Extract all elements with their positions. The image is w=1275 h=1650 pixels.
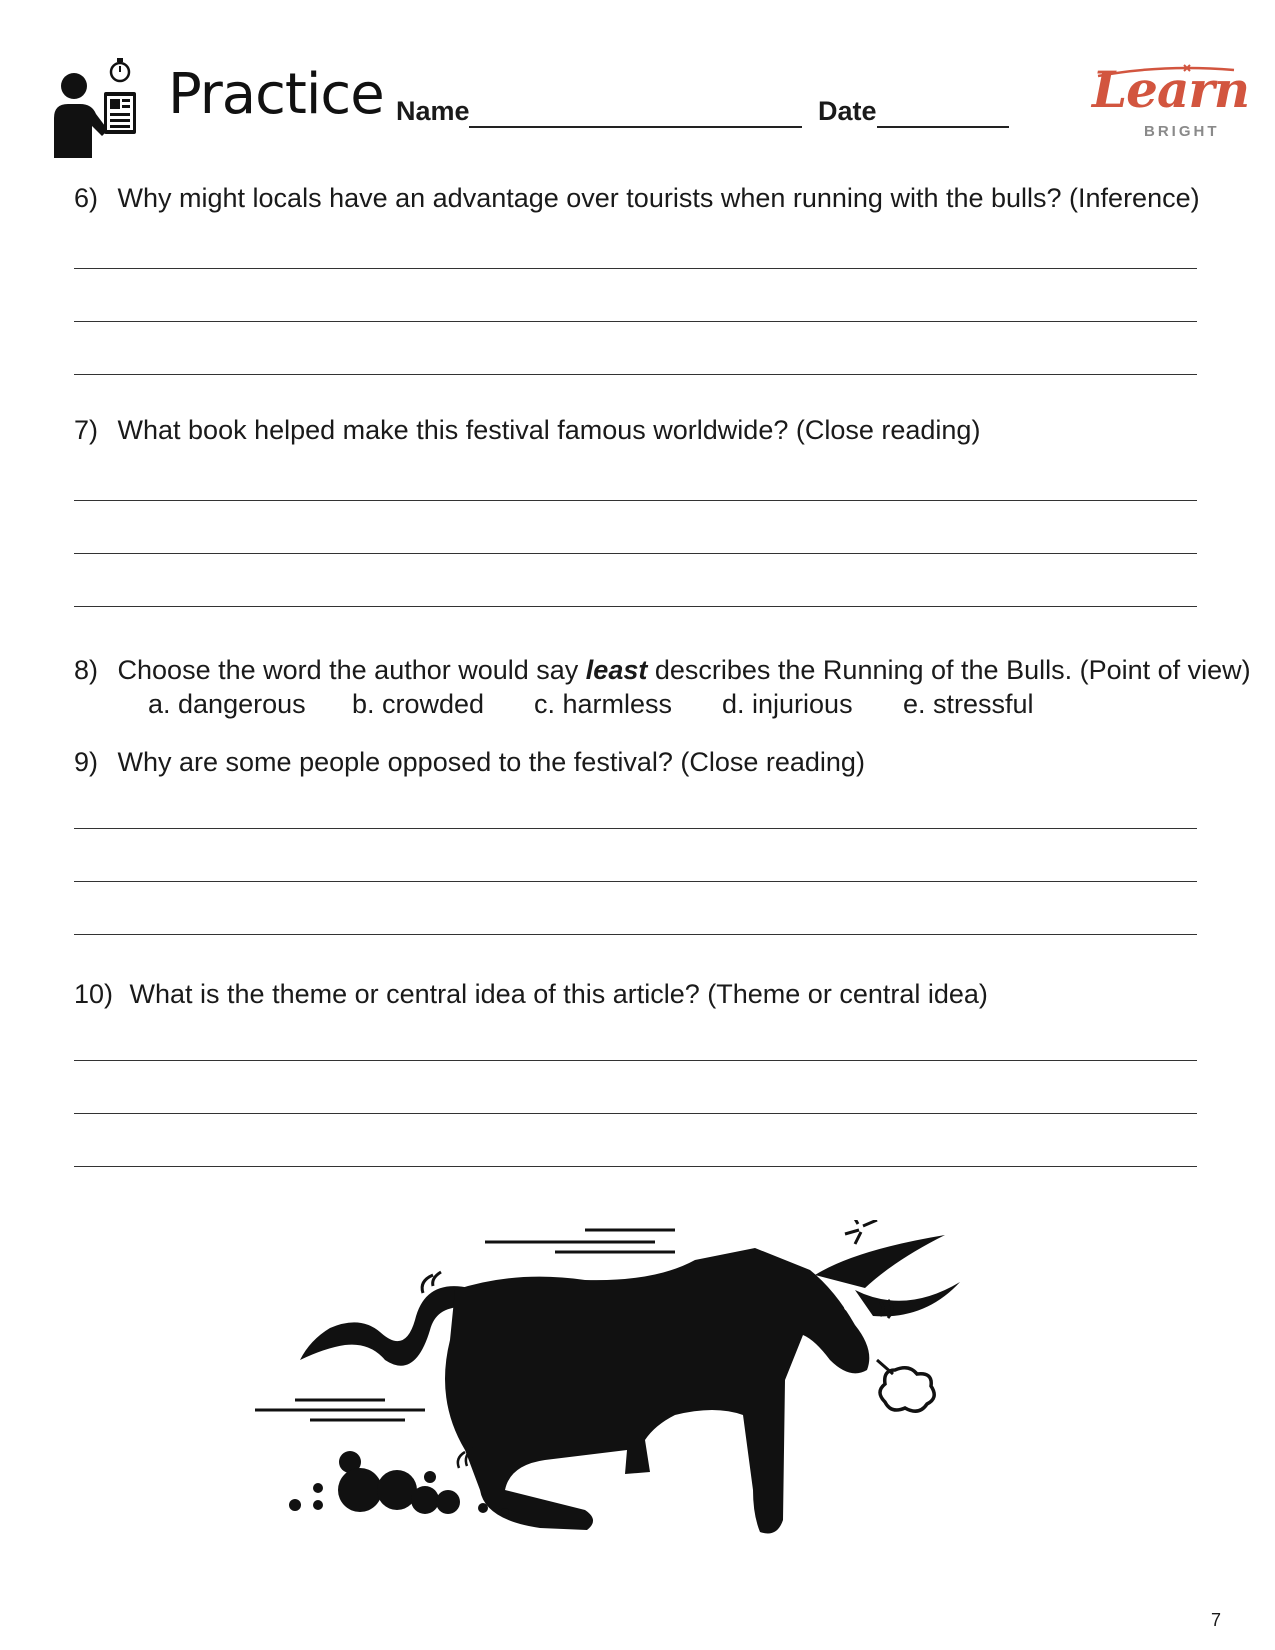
answer-line[interactable] (74, 1166, 1197, 1167)
page-title: Practice (168, 62, 384, 127)
teacher-clipboard-icon (52, 52, 142, 158)
question-6 (74, 182, 1200, 214)
question-text: Why are some people opposed to the festival? (Close reading) (117, 747, 865, 777)
answer-line[interactable] (74, 934, 1197, 935)
answer-line[interactable] (74, 606, 1197, 607)
answer-line[interactable] (74, 1060, 1197, 1061)
name-field[interactable] (469, 126, 802, 128)
question-emphasis: least (585, 655, 648, 685)
question-10 (74, 978, 988, 1010)
answer-line[interactable] (74, 1113, 1197, 1114)
date-label: Date (818, 96, 877, 126)
name-label: Name (396, 96, 470, 126)
question-number: 6) (74, 183, 99, 213)
answer-line[interactable] (74, 321, 1197, 322)
answer-line[interactable] (74, 828, 1197, 829)
question-7 (74, 414, 980, 446)
answer-line[interactable] (74, 500, 1197, 501)
page-number: 7 (1211, 1610, 1222, 1630)
question-number: 10) (74, 979, 114, 1009)
logo-word: Learn (1092, 60, 1250, 119)
learn-bright-logo (1088, 60, 1250, 144)
question-text: What book helped make this festival famous worldwide? (Close reading) (117, 415, 981, 445)
answer-line[interactable] (74, 374, 1197, 375)
choice-c[interactable]: c. harmless (534, 689, 673, 719)
question-text: Why might locals have an advantage over tourists when running with the bulls? (Inference) (117, 183, 1200, 213)
question-text: What is the theme or central idea of this article? (Theme or central idea) (129, 979, 988, 1009)
answer-line[interactable] (74, 881, 1197, 882)
answer-line[interactable] (74, 268, 1197, 269)
choice-a[interactable]: a. dangerous (148, 689, 306, 719)
choice-b[interactable]: b. crowded (352, 689, 485, 719)
question-number: 7) (74, 415, 99, 445)
answer-line[interactable] (74, 553, 1197, 554)
question-text-after: describes the Running of the Bulls. (Point of view) (647, 655, 1251, 685)
question-number: 9) (74, 747, 99, 777)
date-field[interactable] (877, 126, 1009, 128)
page-header (0, 0, 1275, 170)
question-text-before: Choose the word the author would say (117, 655, 586, 685)
choice-e[interactable]: e. stressful (903, 689, 1034, 719)
charging-bull-icon (255, 1220, 1015, 1570)
choice-d[interactable]: d. injurious (722, 689, 853, 719)
question-9 (74, 746, 865, 778)
question-number: 8) (74, 655, 99, 685)
question-8 (74, 654, 1251, 686)
logo-subtext: BRIGHT (1144, 123, 1220, 140)
